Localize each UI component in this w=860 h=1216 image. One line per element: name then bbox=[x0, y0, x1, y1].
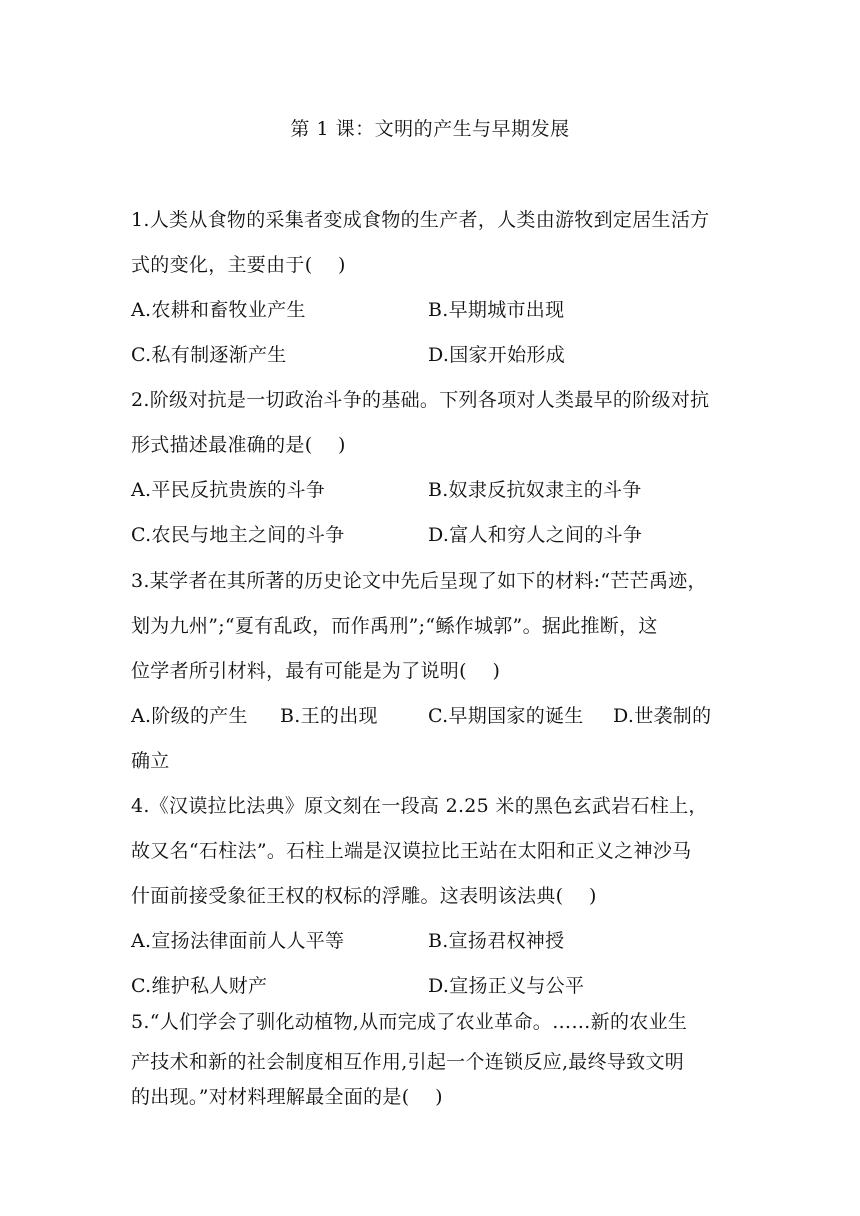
question-4-line-2: 故又名“石柱法”。石柱上端是汉谟拉比王站在太阳和正义之神沙马 bbox=[131, 840, 692, 862]
question-5-line-1: 5.“人们学会了驯化动植物,从而完成了农业革命。……新的农业生 bbox=[131, 1011, 688, 1033]
question-4-line-1: 4.《汉谟拉比法典》原文刻在一段高 2.25 米的黑色玄武岩石柱上， bbox=[131, 795, 708, 817]
question-5-line-3: 的出现。”对材料理解最全面的是( ) bbox=[131, 1086, 443, 1108]
question-2-option-b: B.奴隶反抗奴隶主的斗争 bbox=[428, 479, 642, 501]
question-4-option-c: C.维护私人财产 bbox=[131, 975, 268, 997]
question-2-option-d: D.富人和穷人之间的斗争 bbox=[428, 524, 643, 546]
question-2-line-2: 形式描述最准确的是( ) bbox=[131, 434, 346, 456]
question-1-option-b: B.早期城市出现 bbox=[428, 299, 565, 321]
question-3-line-1: 3.某学者在其所著的历史论文中先后呈现了如下的材料:“芒芒禹迹， bbox=[131, 570, 707, 592]
question-4-line-3: 什面前接受象征王权的权标的浮雕。这表明该法典( ) bbox=[131, 885, 597, 907]
page-title: 第 1 课：文明的产生与早期发展 bbox=[290, 118, 570, 140]
question-3-option-d: D.世袭制的 bbox=[613, 705, 712, 727]
question-1-option-a: A.农耕和畜牧业产生 bbox=[131, 299, 306, 321]
question-3-option-c: C.早期国家的诞生 bbox=[428, 705, 584, 727]
question-3-line-2: 划为九州”;“夏有乱政，而作禹刑”;“鲧作城郭”。据此推断，这 bbox=[131, 615, 658, 637]
question-1-line-2: 式的变化，主要由于( ) bbox=[131, 254, 346, 276]
question-2-option-a: A.平民反抗贵族的斗争 bbox=[131, 479, 326, 501]
question-3-option-d-continuation: 确立 bbox=[131, 750, 170, 772]
question-2-option-c: C.农民与地主之间的斗争 bbox=[131, 524, 345, 546]
question-1-option-d: D.国家开始形成 bbox=[428, 344, 565, 366]
question-3-option-a: A.阶级的产生 bbox=[131, 705, 248, 727]
question-3-line-3: 位学者所引材料，最有可能是为了说明( ) bbox=[131, 660, 501, 682]
question-4-option-b: B.宣扬君权神授 bbox=[428, 930, 565, 952]
question-3-option-b: B.王的出现 bbox=[280, 705, 378, 727]
question-2-line-1: 2.阶级对抗是一切政治斗争的基础。下列各项对人类最早的阶级对抗 bbox=[131, 389, 710, 411]
question-1-option-c: C.私有制逐渐产生 bbox=[131, 344, 287, 366]
question-4-option-d: D.宣扬正义与公平 bbox=[428, 975, 585, 997]
question-4-option-a: A.宣扬法律面前人人平等 bbox=[131, 930, 345, 952]
question-5-line-2: 产技术和新的社会制度相互作用,引起一个连锁反应,最终导致文明 bbox=[131, 1051, 685, 1073]
question-1-line-1: 1.人类从食物的采集者变成食物的生产者，人类由游牧到定居生活方 bbox=[131, 209, 710, 231]
